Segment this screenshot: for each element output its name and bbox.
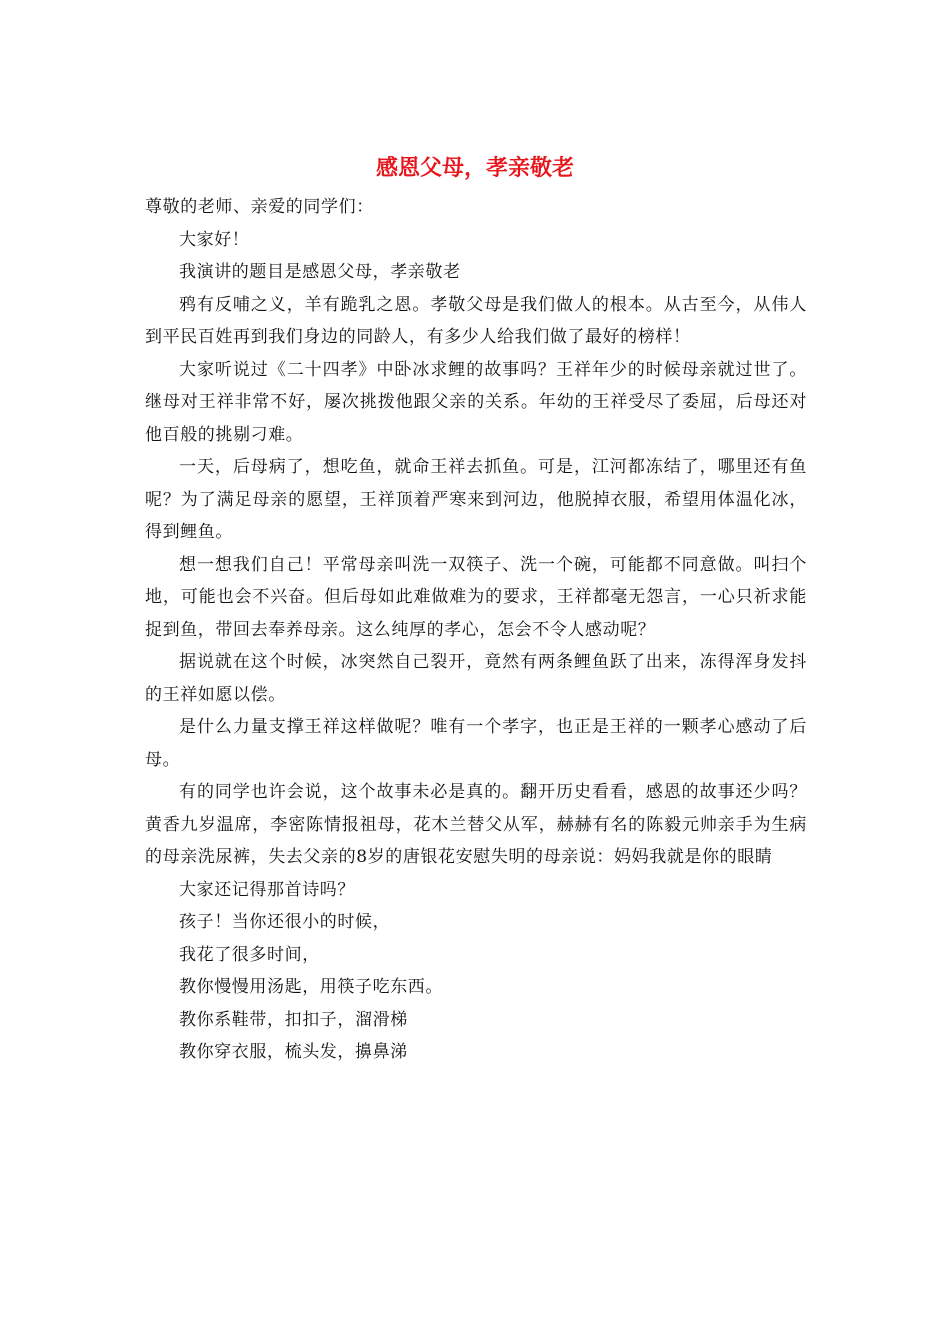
poem-line: 孩子！当你还很小的时候， xyxy=(179,912,391,932)
paragraph-greeting: 大家好！ xyxy=(179,229,250,250)
paragraph: 有的同学也许会说，这个故事未必是真的。翻开历史看看，感恩的故事还少吗？黄香九岁温席，李密陈情报祖母，花木兰替父从军，赫赫有名的陈毅元帅亲手为生病的母亲洗尿裤，失去父亲的8岁的唐银花安慰失明的母亲说：妈妈我就是你的眼睛 xyxy=(145,782,807,867)
poem-line: 教你穿衣服，梳头发，擤鼻涕 xyxy=(179,1042,408,1062)
poem-line: 教你系鞋带，扣扣子，溜滑梯 xyxy=(179,1009,408,1030)
paragraph: 大家还记得那首诗吗？ xyxy=(179,879,355,900)
paragraph: 一天，后母病了，想吃鱼，就命王祥去抓鱼。可是，江河都冻结了，哪里还有鱼呢？为了满足母亲的愿望，王祥顶着严寒来到河边，他脱掉衣服，希望用体温化冰，得到鲤鱼。 xyxy=(145,457,807,542)
paragraph-salutation: 尊敬的老师、亲爱的同学们： xyxy=(145,197,374,217)
document-body xyxy=(145,191,807,1069)
paragraph: 大家听说过《二十四孝》中卧冰求鲤的故事吗？王祥年少的时候母亲就过世了。继母对王祥非常不好，屡次挑拨他跟父亲的关系。年幼的王祥受尽了委屈，后母还对他百般的挑剔刁难。 xyxy=(145,359,807,445)
document-title: 感恩父母，孝亲敬老 xyxy=(375,155,574,181)
paragraph: 想一想我们自己！平常母亲叫洗一双筷子、洗一个碗，可能都不同意做。叫扫个地，可能也会不兴奋。但后母如此难做难为的要求，王祥都毫无怨言，一心只祈求能捉到鱼，带回去奉养母亲。这么纯厚的孝心，怎会不令人感动呢？ xyxy=(145,554,807,640)
paragraph: 据说就在这个时候，冰突然自己裂开，竟然有两条鲤鱼跃了出来，冻得浑身发抖的王祥如愿以偿。 xyxy=(145,652,807,705)
paragraph: 鸦有反哺之义，羊有跪乳之恩。孝敬父母是我们做人的根本。从古至今，从伟人到平民百姓再到我们身边的同龄人，有多少人给我们做了最好的榜样！ xyxy=(145,294,807,347)
poem-line: 教你慢慢用汤匙，用筷子吃东西。 xyxy=(179,977,443,997)
poem-line: 我花了很多时间， xyxy=(179,944,320,965)
paragraph: 是什么力量支撑王祥这样做呢？唯有一个孝字，也正是王祥的一颗孝心感动了后母。 xyxy=(145,717,807,770)
paragraph-topic: 我演讲的题目是感恩父母，孝亲敬老 xyxy=(179,262,461,282)
